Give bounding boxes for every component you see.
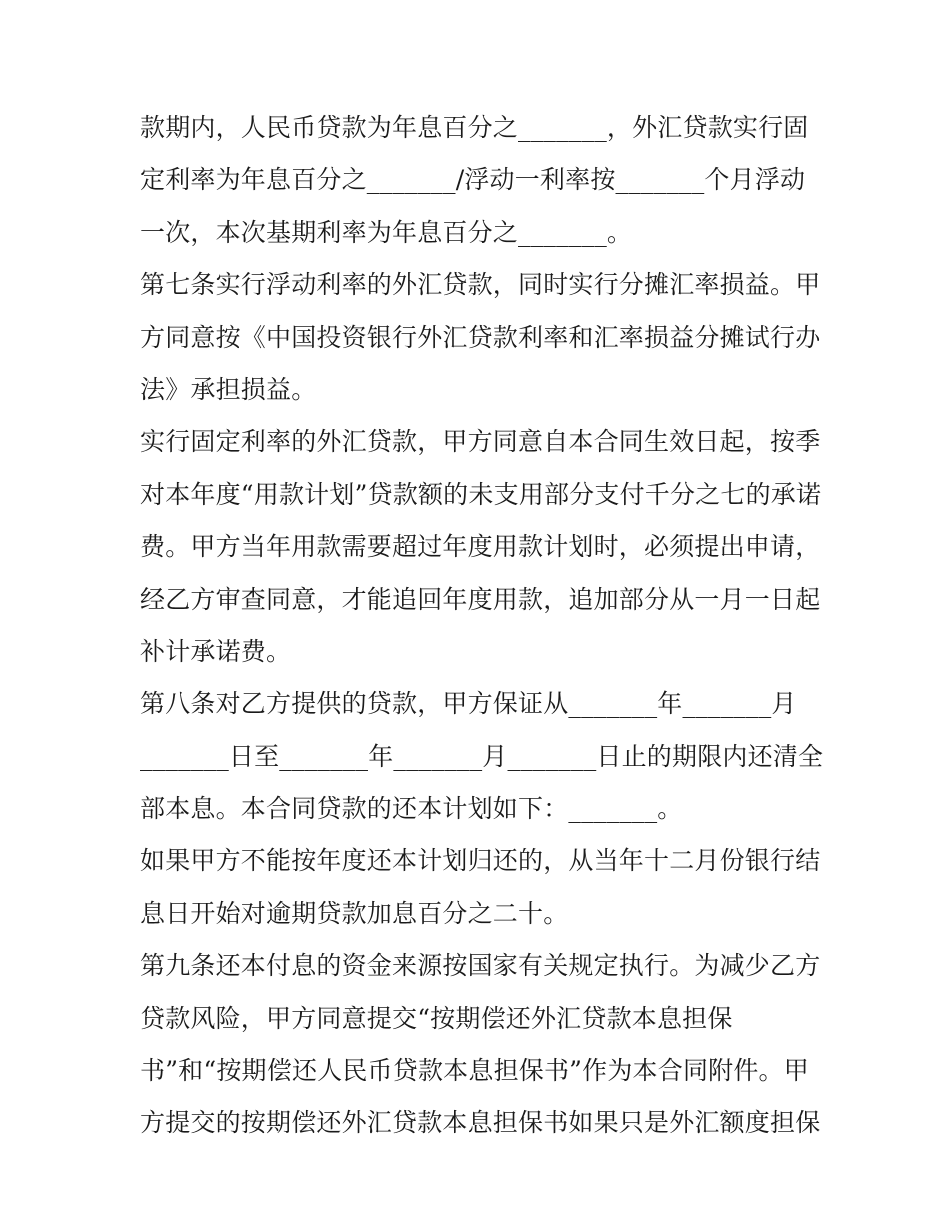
- text-line: 第九条还本付息的资金来源按国家有关规定执行。为减少乙方: [140, 951, 821, 981]
- document-page: [140, 102, 830, 1150]
- text-line: 一次，本次基期利率为年息百分之_______。: [140, 217, 633, 247]
- text-line: 第七条实行浮动利率的外汇贷款，同时实行分摊汇率损益。甲: [140, 270, 821, 300]
- text-line: 第八条对乙方提供的贷款，甲方保证从_______年_______月: [140, 689, 797, 719]
- text-line: 部本息。本合同贷款的还本计划如下：_______。: [140, 794, 683, 824]
- text-line: 书”和“按期偿还人民币贷款本息担保书”作为本合同附件。甲: [140, 1056, 809, 1086]
- text-line: _______日至_______年_______月_______日止的期限内还清全: [140, 741, 824, 771]
- text-line: 补计承诺费。: [140, 636, 292, 666]
- text-line: 方提交的按期偿还外汇贷款本息担保书如果只是外汇额度担保: [140, 1108, 821, 1138]
- text-line: 定利率为年息百分之_______/浮动一利率按_______个月浮动: [140, 165, 806, 195]
- text-line: 贷款风险，甲方同意提交“按期偿还外汇贷款本息担保: [140, 1003, 733, 1033]
- text-line: 费。甲方当年用款需要超过年度用款计划时，必须提出申请，: [140, 532, 821, 562]
- text-line: 如果甲方不能按年度还本计划归还的，从当年十二月份银行结: [140, 846, 821, 876]
- text-line: 法》承担损益。: [140, 374, 317, 404]
- text-line: 对本年度“用款计划”贷款额的未支用部分支付千分之七的承诺: [140, 479, 822, 509]
- text-line: 款期内，人民币贷款为年息百分之_______，外汇贷款实行固: [140, 113, 809, 142]
- text-line: 实行固定利率的外汇贷款，甲方同意自本合同生效日起，按季: [140, 427, 821, 457]
- text-line: 方同意按《中国投资银行外汇贷款利率和汇率损益分摊试行办: [140, 322, 821, 352]
- text-line: 经乙方审查同意，才能追回年度用款，追加部分从一月一日起: [140, 584, 821, 614]
- text-line: 息日开始对逾期贷款加息百分之二十。: [140, 898, 569, 928]
